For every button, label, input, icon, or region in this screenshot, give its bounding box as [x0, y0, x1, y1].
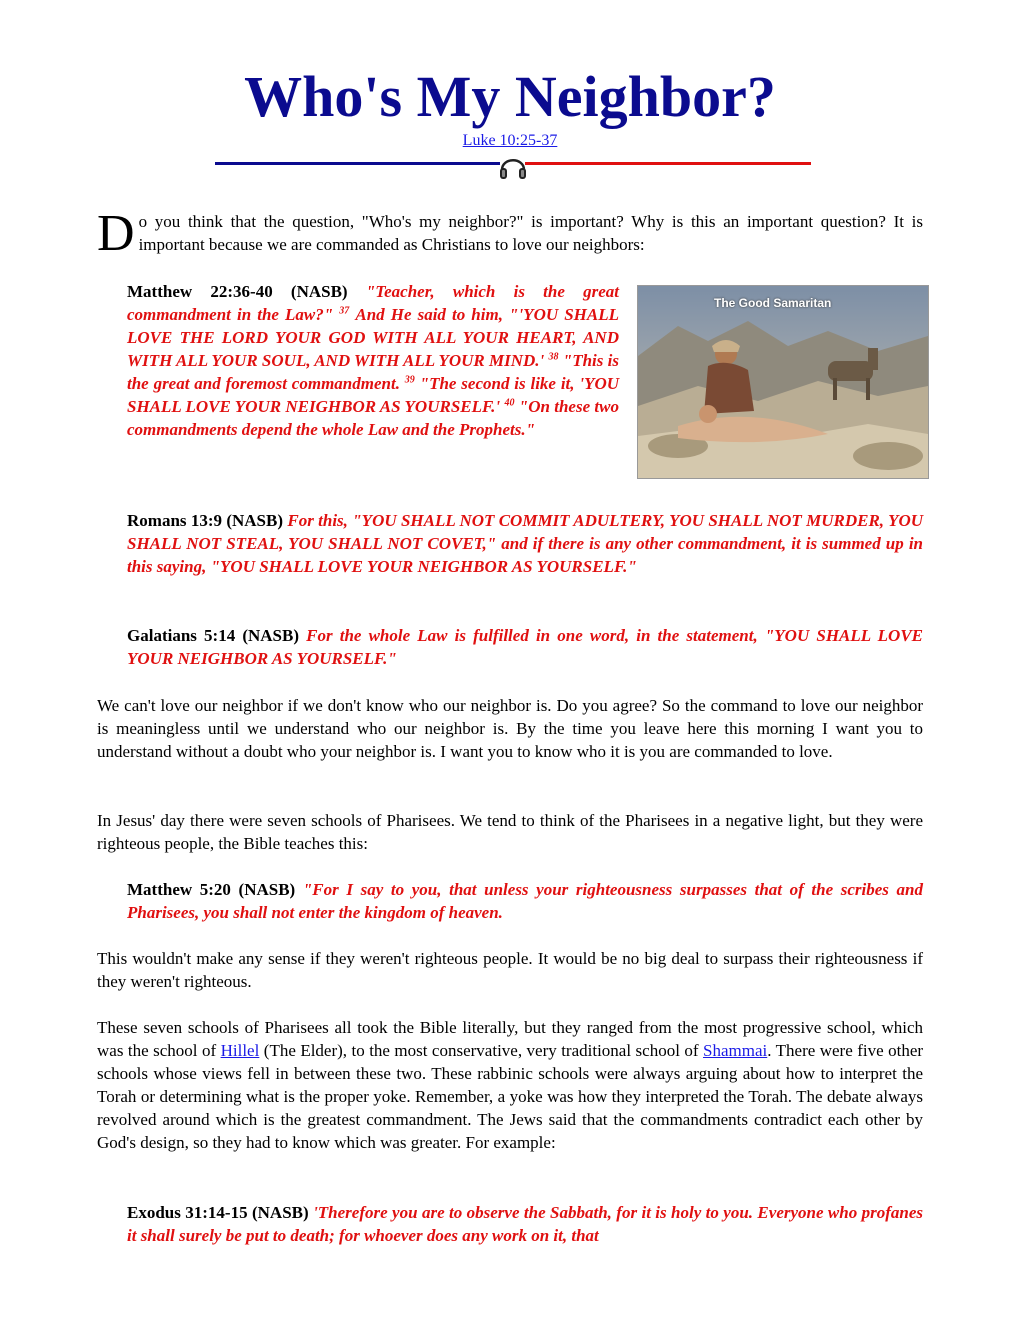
verse-text: "The second is like it, 'YOU SHALL LOVE YOUR NEIGHBOR AS YOURSELF.' [127, 374, 620, 416]
quote-matthew-5 [127, 878, 923, 924]
verse-text: 'Therefore you are to observe the Sabbath, for it is holy to you. Everyone who profanes it shall surely be put to death; for whoever does any work on it, that [127, 1203, 924, 1245]
subtitle [0, 133, 1020, 149]
quote-romans [127, 509, 923, 578]
quote-reference: Galatians 5:14 (NASB) [127, 626, 299, 645]
verse-text: And He said to him, "'YOU SHALL LOVE THE LORD YOUR GOD WITH ALL YOUR HEART, AND WITH ALL YOUR SOUL, AND WITH ALL YOUR MIND.' [127, 305, 619, 370]
intro-paragraph [97, 205, 923, 262]
verse-number: 39 [404, 374, 415, 386]
good-samaritan-image [637, 285, 929, 479]
drop-cap: D [97, 205, 135, 262]
quote-reference: Exodus 31:14-15 (NASB) [127, 1203, 309, 1222]
image-caption: The Good Samaritan [714, 296, 832, 310]
body-paragraph: We can't love our neighbor if we don't know who our neighbor is. Do you agree? So the command to love our neighbor is meaningless until we understand who our neighbor is. By the time you leave here this morning I want you to understand without a doubt who your neighbor is. I want you to know who it is you are commanded to love. [97, 696, 923, 761]
shammai-link[interactable]: Shammai [703, 1041, 768, 1060]
quote-exodus [127, 1201, 923, 1247]
verse-text: "Teacher, which is the great commandment in the Law?" [127, 282, 620, 324]
page-title: Who's My Neighbor? [244, 64, 776, 129]
divider-line-blue [215, 162, 500, 165]
verse-number: 40 [504, 397, 515, 409]
scripture-reference-link[interactable]: Luke 10:25-37 [462, 132, 558, 149]
quote-reference: Romans 13:9 (NASB) [127, 511, 284, 530]
body-paragraph [97, 1016, 923, 1154]
verse-text: "For I say to you, that unless your righteousness surpasses that of the scribes and Pharisees, you shall not enter the kingdom of heaven. [127, 880, 923, 922]
quote-galatians [127, 624, 923, 670]
quote-reference: Matthew 22:36-40 (NASB) [127, 282, 348, 301]
verse-text: "On these two commandments depend the whole Law and the Prophets." [127, 397, 619, 439]
paragraph-text: . There were five other schools whose views fell in between these two. These rabbinic schools were always arguing about how to interpret the Torah or determining what is the proper yoke. Remember, a yoke was how they interpreted the Torah. The debate always revolved around which is the greatest commandment. The Jews said that the commandments contradict each other by God's design, so they had to know which was greater. For example: [97, 1041, 924, 1152]
verse-text: "This is the great and foremost commandment. [127, 351, 619, 393]
verse-number: 37 [339, 305, 350, 317]
title-divider [215, 150, 811, 190]
verse-text: For the whole Law is fulfilled in one word, in the statement, "YOU SHALL LOVE YOUR NEIGHBOR AS YOURSELF." [127, 626, 923, 668]
paragraph-text: (The Elder), to the most conservative, very traditional school of [263, 1041, 699, 1060]
painting-illustration [638, 286, 928, 478]
body-paragraph: In Jesus' day there were seven schools of Pharisees. We tend to think of the Pharisees in a negative light, but they were righteous people, the Bible teaches this: [97, 811, 923, 853]
paragraph-text: These seven schools of Pharisees all took the Bible literally, but they ranged from the most progressive school, which was the school of [97, 1018, 923, 1060]
verse-text: For this, "YOU SHALL NOT COMMIT ADULTERY, YOU SHALL NOT MURDER, YOU SHALL NOT STEAL, YOU SHALL NOT COVET," and if there is any other commandment, it is summed up in this saying, "YOU SHALL LOVE YOUR NEIGHBOR AS YOURSELF." [127, 511, 924, 576]
headphones-icon[interactable] [497, 150, 529, 184]
verse-number: 38 [548, 351, 559, 363]
quote-matthew-22 [127, 280, 619, 441]
body-paragraph: This wouldn't make any sense if they weren't righteous people. It would be no big deal to surpass their righteousness if they weren't righteous. [97, 949, 923, 991]
divider-line-red [525, 162, 811, 165]
quote-reference: Matthew 5:20 (NASB) [127, 880, 296, 899]
intro-text: o you think that the question, "Who's my neighbor?" is important? Why is this an important question? It is important because we are commanded as Christians to love our neighbors: [138, 212, 923, 254]
hillel-link[interactable]: Hillel [220, 1041, 260, 1060]
